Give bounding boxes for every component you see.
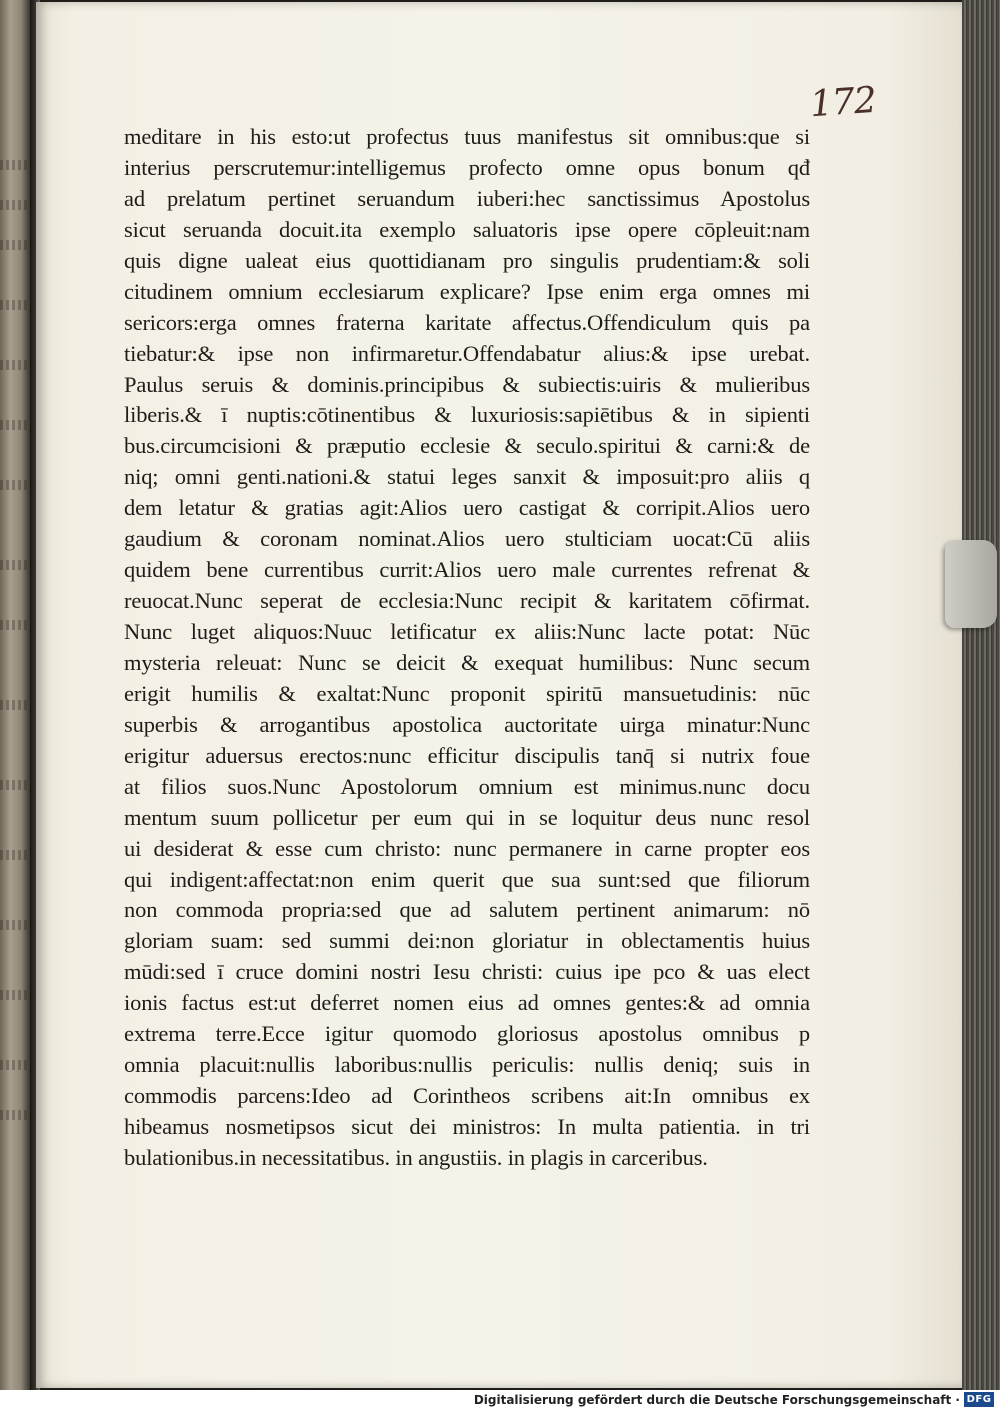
text-line: omnia placuit:nullis laboribus:nullis periculis: nullis deniq; suis in — [124, 1052, 810, 1078]
text-line: hibeamus nosmetipsos sicut dei ministros: In multa patientia. in tri — [124, 1114, 810, 1139]
text-line: reuocat.Nunc seperat de ecclesia:Nunc recipit & karitatem cōfirmat. — [124, 588, 810, 614]
facing-page-edge — [0, 0, 30, 1390]
text-line: bus.circumcisioni & præputio ecclesie & seculo.spiritui & carni:& de — [124, 433, 810, 459]
text-line: mysteria releuat: Nunc se deicit & exequat humilibus: Nunc secum — [124, 649, 810, 675]
text-line: ionis factus est:ut deferret nomen eius ad omnes gentes:& ad omnia — [124, 990, 810, 1016]
text-line: Paulus seruis & dominis.principibus & subiectis:uiris & mulieribus — [124, 371, 810, 397]
dfg-logo: DFG — [964, 1392, 994, 1407]
funding-credit: Digitalisierung gefördert durch die Deutsche Forschungsgemeinschaft · — [473, 1393, 960, 1407]
text-line: non commoda propria:sed que ad salutem pertinent animarum: nō — [124, 897, 810, 923]
text-line: gaudium & coronam nominat.Alios uero stulticiam uocat:Cū aliis — [124, 526, 810, 552]
text-line: quidem bene currentibus currit:Alios uero male currentes refrenat & — [124, 557, 810, 583]
page-clip-marker — [945, 540, 997, 628]
text-line: dem letatur & gratias agit:Alios uero castigat & corripit.Alios uero — [124, 495, 810, 521]
text-line: erigit humilis & exaltat:Nunc proponit spiritū mansuetudinis: nūc — [124, 680, 810, 706]
text-line: at filios suos.Nunc Apostolorum omnium est minimus.nunc docu — [124, 773, 810, 799]
text-line: tiebatur:& ipse non infirmaretur.Offendabatur alius:& ipse urebat. — [124, 340, 810, 366]
folio-number: 172 — [808, 79, 878, 126]
text-line: citudinem omnium ecclesiarum explicare? Ipse enim erga omnes mi — [124, 278, 810, 304]
text-line: interius perscrutemur:intelligemus profecto omne opus bonum qđ — [124, 154, 810, 180]
text-line: Nunc luget aliquos:Nuuc letificatur ex aliis:Nunc lacte potat: Nūc — [124, 619, 810, 644]
text-line: qui indigent:affectat:non enim querit que sua sunt:sed que filiorum — [124, 866, 810, 892]
main-text-block — [124, 122, 824, 1174]
text-line: quis digne ualeat eius quottidianam pro singulis prudentiam:& soli — [124, 247, 810, 273]
text-line: superbis & arrogantibus apostolica auctoritate uirga minatur:Nunc — [124, 711, 810, 737]
text-line: ui desiderat & esse cum christo: nunc permanere in carne propter eos — [124, 835, 810, 861]
footer-bar — [0, 1390, 1000, 1411]
text-line: sericors:erga omnes fraterna karitate affectus.Offendiculum quis pa — [124, 309, 810, 335]
text-line: niq; omni genti.nationi.& statui leges sanxit & imposuit:pro aliis q — [124, 464, 810, 490]
text-line: extrema terre.Ecce igitur quomodo gloriosus apostolus omnibus p — [124, 1021, 810, 1047]
page-stack-edge — [962, 0, 1000, 1390]
text-line: bulationibus.in necessitatibus. in angustiis. in plagis in carceribus. — [124, 1144, 708, 1170]
text-line: liberis.& ī nuptis:cōtinentibus & luxuriosis:sapiētibus & in sipienti — [124, 402, 810, 428]
text-line: commodis parcens:Ideo ad Corintheos scribens ait:In omnibus ex — [124, 1083, 810, 1109]
text-line: mentum suum pollicetur per eum qui in se loquitur deus nunc resol — [124, 804, 810, 830]
text-line: ad prelatum pertinet seruandum iuberi:hec sanctissimus Apostolus — [124, 185, 810, 211]
text-line: sicut seruanda docuit.ita exemplo saluatoris ipse opere cōpleuit:nam — [124, 216, 810, 242]
text-line: meditare in his esto:ut profectus tuus manifestus sit omnibus:que si — [124, 124, 810, 149]
text-line: erigitur aduersus erectos:nunc efficitur discipulis tanq̄ si nutrix foue — [124, 742, 810, 768]
text-line: mūdi:sed ī cruce domini nostri Iesu christi: cuius ipe pco & uas elect — [124, 959, 810, 985]
text-line: gloriam suam: sed summi dei:non gloriatur in oblectamentis huius — [124, 928, 810, 954]
